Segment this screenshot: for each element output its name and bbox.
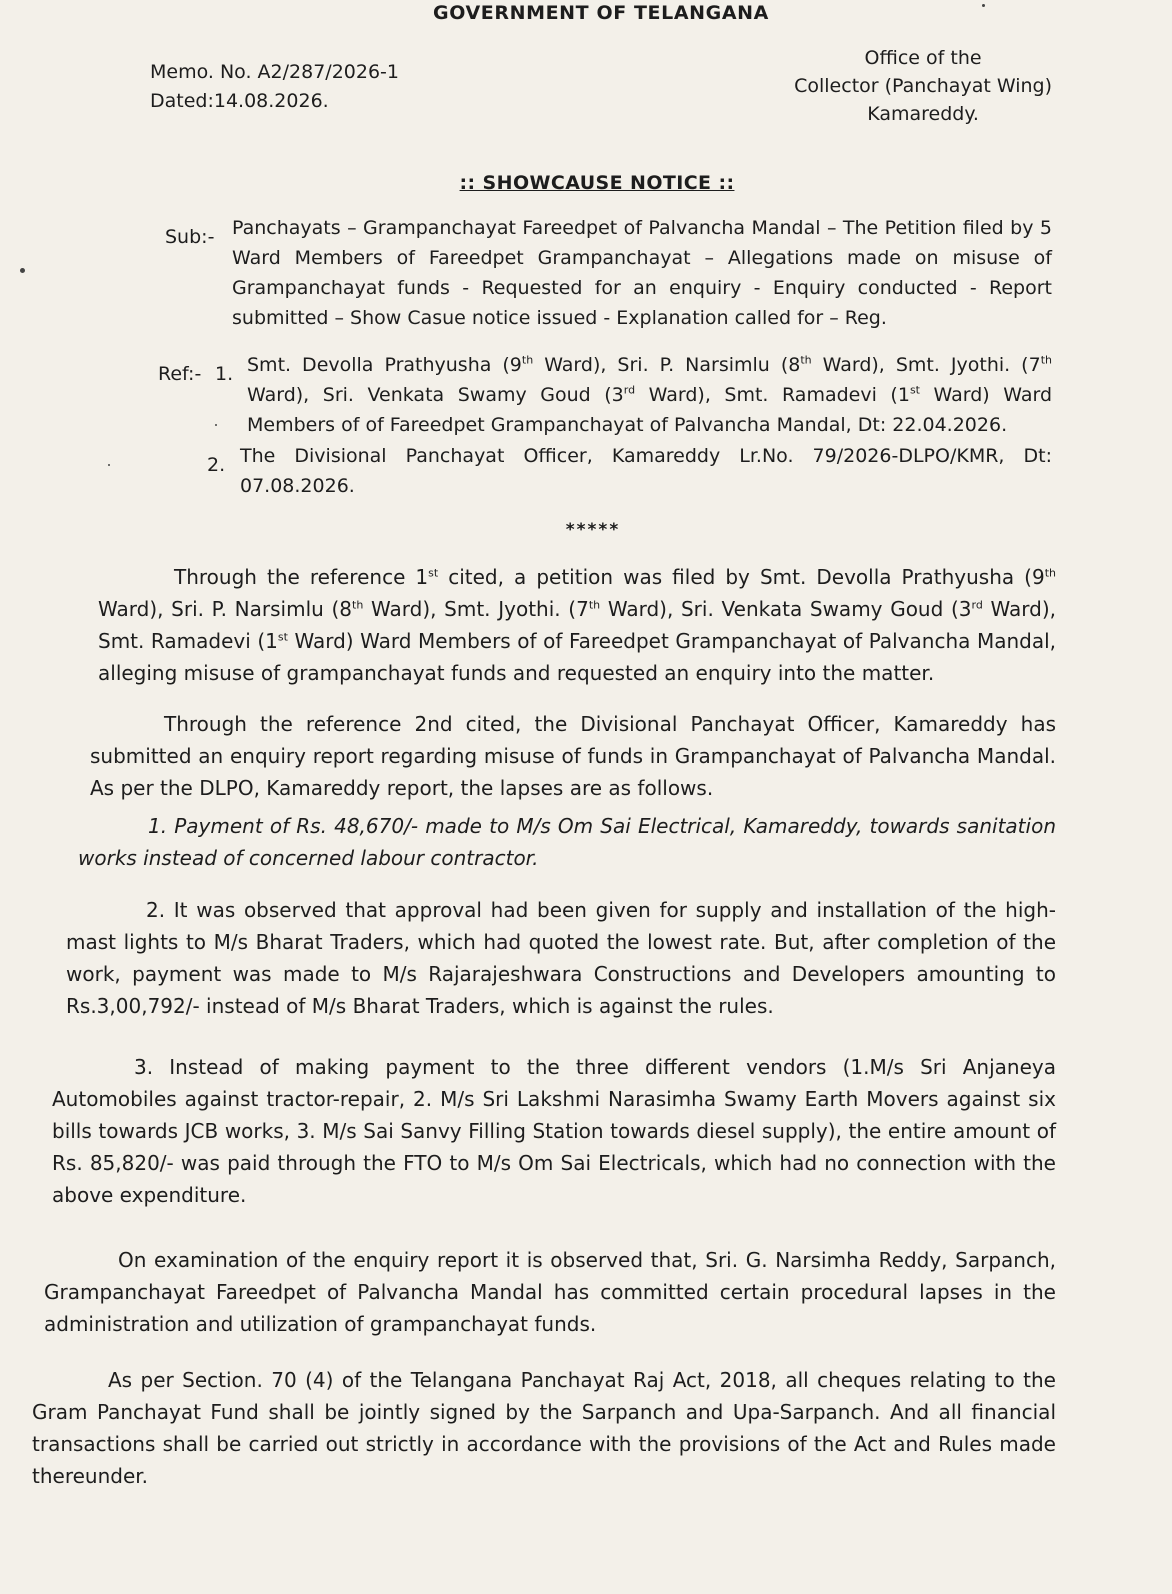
government-header: GOVERNMENT OF TELANGANA (433, 2, 769, 24)
office-line-3: Kamareddy. (867, 103, 979, 125)
scan-speck (215, 424, 217, 426)
notice-title: :: SHOWCAUSE NOTICE :: (459, 172, 735, 194)
reference-1-text: Smt. Devolla Prathyusha (9th Ward), Sri. P. Narsimlu (8th Ward), Smt. Jyothi. (7th Ward), Sri. Venkata Swamy Goud (3rd Ward), Smt. Ramadevi (1st Ward) Ward Members of of Fareedpet Grampanchayat of Palvancha Mandal, Dt: 22.04.2026. (247, 353, 1053, 436)
scan-speck (20, 268, 25, 273)
office-line-2: Collector (Panchayat Wing) (794, 75, 1052, 97)
separator-stars: ***** (565, 520, 621, 540)
subject-text: Panchayats – Grampanchayat Fareedpet of Palvancha Mandal – The Petition filed by 5 Ward Members of Fareedpet Grampanchayat – Allegations made on misuse of Grampanchayat funds - Requested for an enquiry - Enquiry conducted - Report submitted – Show Casue notice issued - Explanation called for – Reg. (232, 217, 1052, 329)
subject-label: Sub:- (165, 226, 215, 248)
lapse-item-1: 1. Payment of Rs. 48,670/- made to M/s Om Sai Electrical, Kamareddy, towards sanitation works instead of concerned labour contractor. (78, 814, 1056, 870)
reference-2-text: The Divisional Panchayat Officer, Kamareddy Lr.No. 79/2026-DLPO/KMR, Dt: 07.08.2026. (240, 445, 1052, 497)
reference-1-number: 1. (215, 363, 234, 385)
scan-speck (982, 4, 985, 7)
paragraph-enquiry-report: Through the reference 2nd cited, the Divisional Panchayat Officer, Kamareddy has submitted an enquiry report regarding misuse of funds in Grampanchayat of Palvancha Mandal. As per the DLPO, Kamareddy report, the lapses are as follows. (90, 712, 1056, 800)
memo-block (150, 58, 399, 116)
scan-speck (108, 464, 110, 466)
office-line-1: Office of the (864, 47, 982, 69)
paragraph-petition: Through the reference 1st cited, a petition was filed by Smt. Devolla Prathyusha (9th Ward), Sri. P. Narsimlu (8th Ward), Smt. Jyothi. (7th Ward), Sri. Venkata Swamy Goud (3rd Ward), Smt. Ramadevi (1st Ward) Ward Members of of Fareedpet Grampanchayat of Palvancha Mandal, alleging misuse of grampanchayat funds and requested an enquiry into the matter. (98, 565, 1056, 685)
office-address (794, 44, 1052, 128)
memo-number: Memo. No. A2/287/2026-1 (150, 61, 399, 83)
reference-2-number: 2. (207, 454, 226, 476)
reference-label: Ref:- (158, 363, 202, 385)
paragraph-observation: On examination of the enquiry report it is observed that, Sri. G. Narsimha Reddy, Sarpanch, Grampanchayat Fareedpet of Palvancha Mandal has committed certain procedural lapses in the administration and utilization of grampanchayat funds. (44, 1248, 1056, 1336)
lapse-item-3: 3. Instead of making payment to the three different vendors (1.M/s Sri Anjaneya Automobiles against tractor-repair, 2. M/s Sri Lakshmi Narasimha Swamy Earth Movers against six bills towards JCB works, 3. M/s Sai Sanvy Filling Station towards diesel supply), the entire amount of Rs. 85,820/- was paid through the FTO to M/s Om Sai Electricals, which had no connection with the above expenditure. (52, 1055, 1056, 1207)
paragraph-section-70: As per Section. 70 (4) of the Telangana Panchayat Raj Act, 2018, all cheques relating to the Gram Panchayat Fund shall be jointly signed by the Sarpanch and Upa-Sarpanch. And all financial transactions shall be carried out strictly in accordance with the provisions of the Act and Rules made thereunder. (32, 1368, 1056, 1488)
memo-date: Dated:14.08.2026. (150, 90, 329, 112)
lapse-item-2: 2. It was observed that approval had been given for supply and installation of the high-mast lights to M/s Bharat Traders, which had quoted the lowest rate. But, after completion of the work, payment was made to M/s Rajarajeshwara Constructions and Developers amounting to Rs.3,00,792/- instead of M/s Bharat Traders, which is against the rules. (66, 898, 1056, 1018)
